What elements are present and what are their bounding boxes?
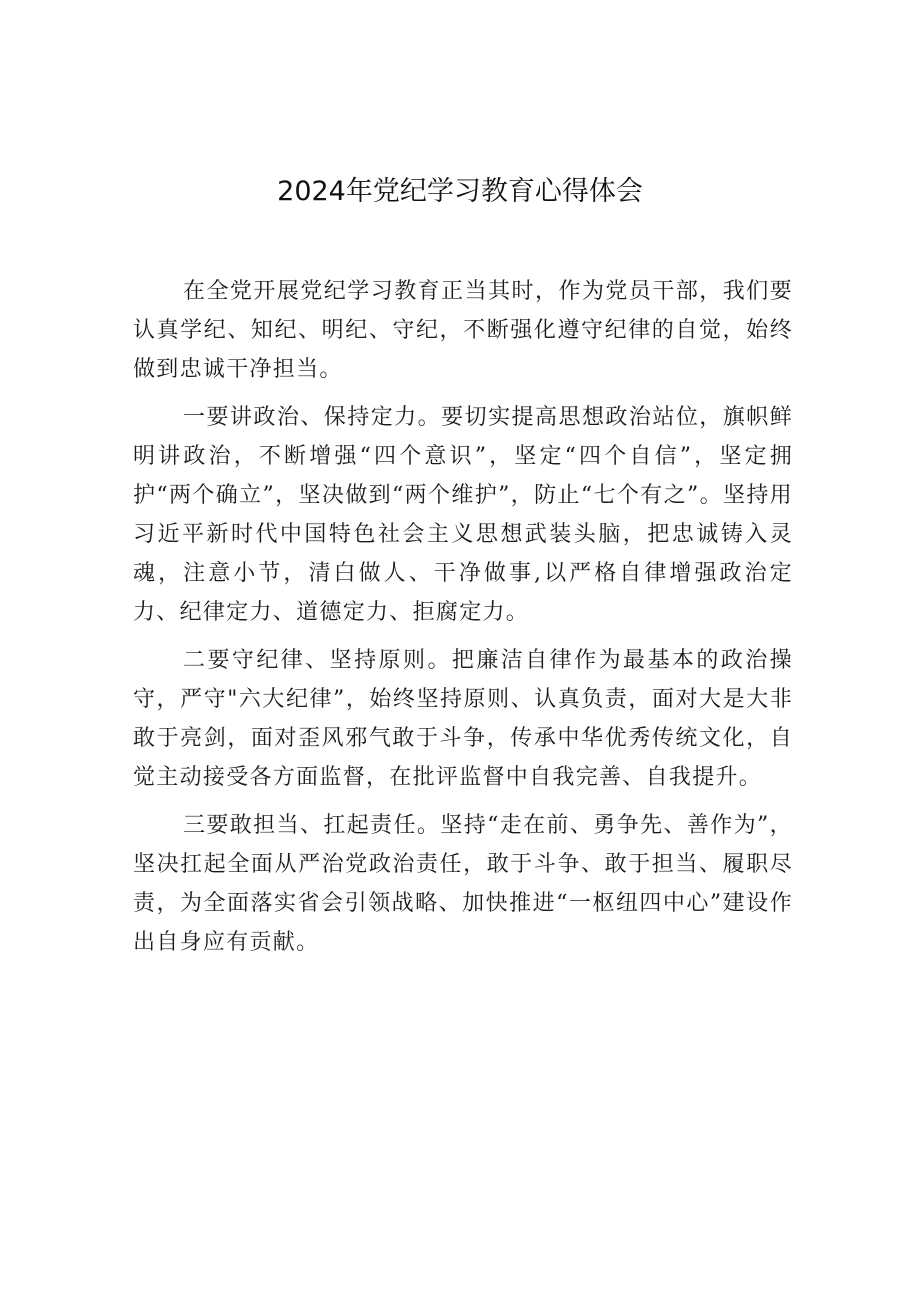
paragraph-politics: 一要讲政治、保持定力。要切实提高思想政治站位，旗帜鲜明讲政治，不断增强“四个意识”，坚定“四个自信”，坚定拥护“两个确立”，坚决做到“两个维护”，防止“七个有之”。坚持用习近平新时代中国特色社会主义思想武装头脑，把忠诚铸入灵魂，注意小节，清白做人、干净做事,以严格自律增强政治定力、纪律定力、道德定力、拒腐定力。 [133, 405, 793, 625]
paragraph-intro: 在全党开展党纪学习教育正当其时，作为党员干部，我们要认真学纪、知纪、明纪、守纪，不断强化遵守纪律的自觉，始终做到忠诚干净担当。 [133, 279, 793, 382]
paragraph-discipline: 二要守纪律、坚持原则。把廉洁自律作为最基本的政治操守，严守"六大纪律”，始终坚持原则、认真负责，面对大是大非敢于亮剑，面对歪风邪气敢于斗争，传承中华优秀传统文化，自觉主动接受各方面监督，在批评监督中自我完善、自我提升。 [133, 648, 793, 790]
paragraph-responsibility: 三要敢担当、扛起责任。坚持“走在前、勇争先、善作为”，坚决扛起全面从严治党政治责任，敢于斗争、敢于担当、履职尽责，为全面落实省会引领战略、加快推进“一枢纽四中心”建设作出自身应有贡献。 [133, 813, 793, 955]
document-title: 2024年党纪学习教育心得体会 [277, 176, 643, 207]
document-body [133, 272, 793, 971]
